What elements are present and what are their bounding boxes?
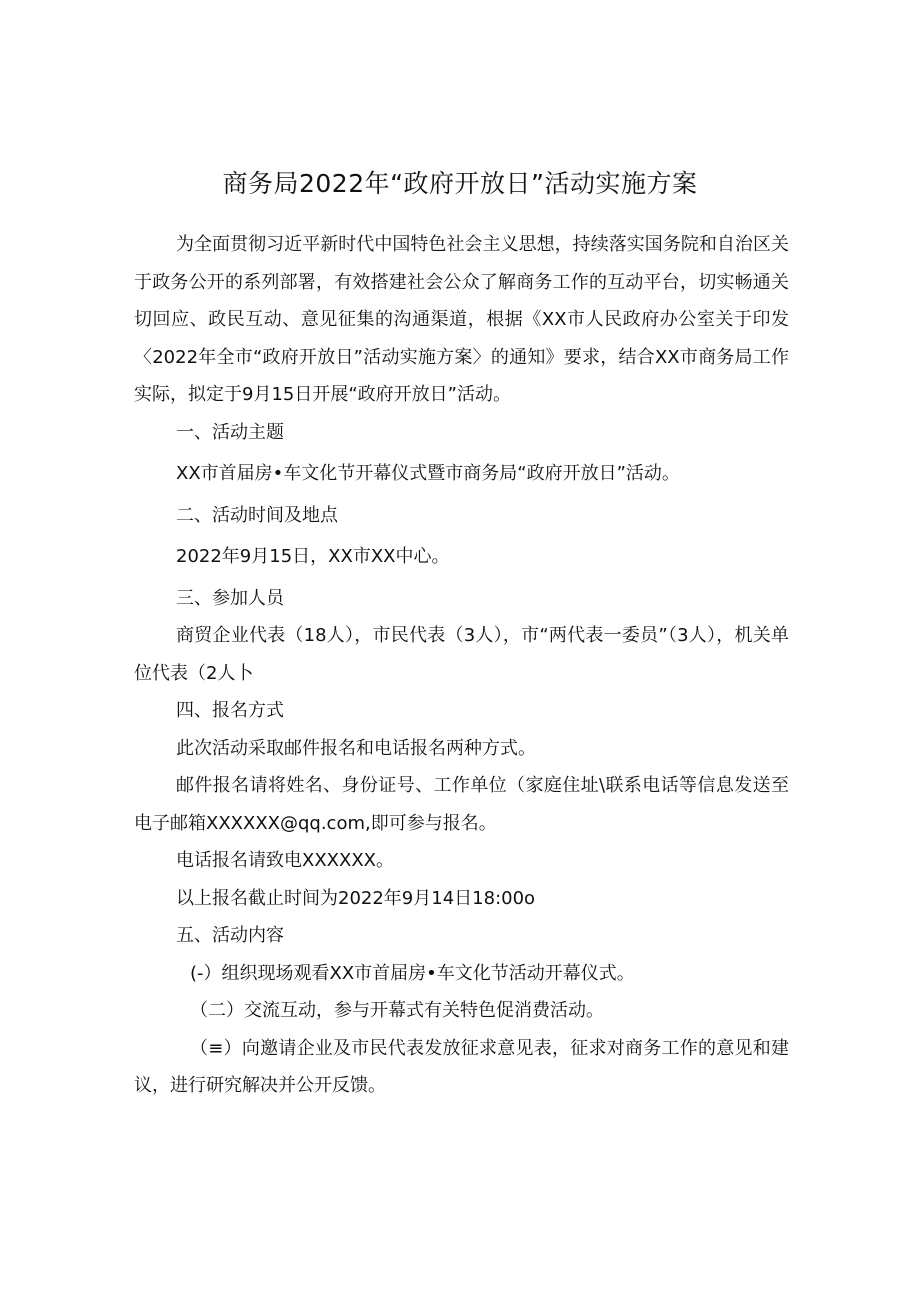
content-item-2: （二）交流互动，参与开幕式有关特色促消费活动。 xyxy=(190,1000,604,1021)
content-item-1: (-）组织现场观看XX市首届房•车文化节活动开幕仪式。 xyxy=(190,962,635,984)
email-registration-text: 邮件报名请将姓名、身份证号、工作单位（家庭住址\联系电话等信息发送至电子邮箱XXXXXX@qq.com,即可参与报名。 xyxy=(134,775,789,834)
participants-text: 商贸企业代表（18人），市民代表（3人），市“两代表一委员”（3人），机关单位代表（2人卜 xyxy=(134,625,789,684)
theme-text: XX市首届房•车文化节开幕仪式暨市商务局“政府开放日”活动。 xyxy=(176,463,680,484)
content-item-3: （≡）向邀请企业及市民代表发放征求意见表，征求对商务工作的意见和建议，进行研究解决并公开反馈。 xyxy=(134,1037,789,1096)
phone-registration-text: 电话报名请致电XXXXXX。 xyxy=(176,850,394,871)
document-body xyxy=(134,226,789,1105)
section-heading-time-place: 二、活动时间及地点 xyxy=(176,504,338,526)
section-heading-participants: 三、参加人员 xyxy=(176,587,284,609)
time-place-text: 2022年9月15日，XX市XX中心。 xyxy=(176,546,450,567)
section-heading-theme: 一、活动主题 xyxy=(176,421,284,443)
intro-paragraph: 为全面贯彻习近平新时代中国特色社会主义思想，持续落实国务院和自治区关于政务公开的系列部署，有效搭建社会公众了解商务工作的互动平台，切实畅通关切回应、政民互动、意见征集的沟通渠道，根据《XX市人民政府办公室关于印发〈2022年全市“政府开放日”活动实施方案〉的通知》要求，结合XX市商务局工作实际，拟定于9月15日开展“政府开放日”活动。 xyxy=(134,234,789,405)
registration-methods-text: 此次活动采取邮件报名和电话报名两种方式。 xyxy=(176,737,536,759)
document-title: 商务局2022年“政府开放日”活动实施方案 xyxy=(222,169,698,198)
registration-deadline-text: 以上报名截止时间为2022年9月14日18:00o xyxy=(176,887,536,909)
section-heading-content: 五、活动内容 xyxy=(176,925,284,946)
section-heading-registration: 四、报名方式 xyxy=(176,700,284,721)
